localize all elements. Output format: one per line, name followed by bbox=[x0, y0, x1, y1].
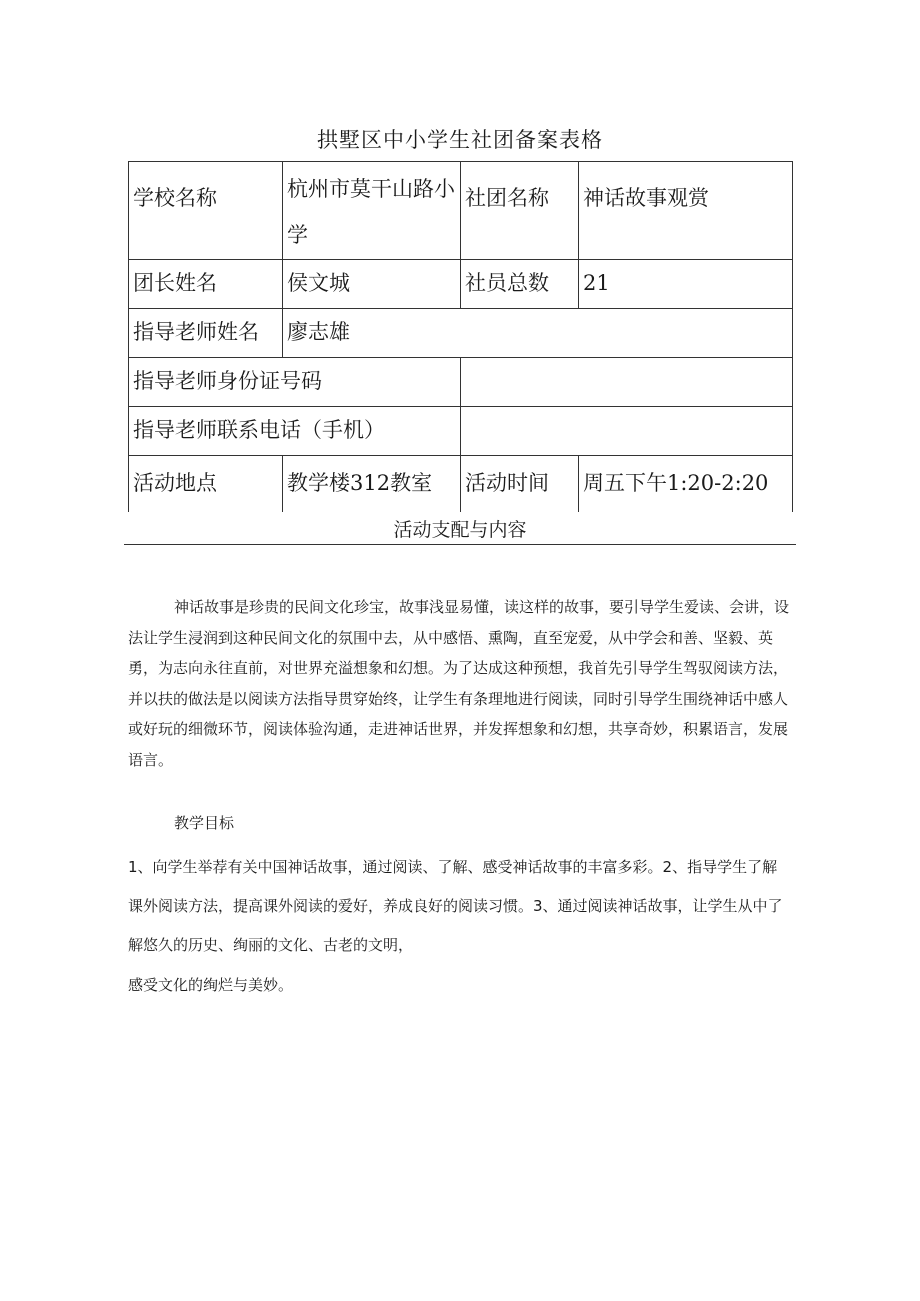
leader-name-label: 团长姓名 bbox=[129, 260, 283, 309]
section-title: 活动支配与内容 bbox=[124, 516, 796, 545]
page-title: 拱墅区中小学生社团备案表格 bbox=[317, 128, 603, 152]
member-count-label: 社员总数 bbox=[461, 260, 579, 309]
registration-form-table bbox=[128, 161, 793, 512]
club-name-value: 神话故事观赏 bbox=[579, 162, 793, 260]
activity-place-value: 教学楼312教室 bbox=[283, 456, 461, 512]
leader-name-value: 侯文城 bbox=[283, 260, 461, 309]
member-count-value: 21 bbox=[579, 260, 793, 309]
teacher-name-value: 廖志雄 bbox=[283, 309, 793, 358]
teacher-id-value bbox=[461, 358, 793, 407]
teacher-phone-label: 指导老师联系电话（手机） bbox=[129, 407, 461, 456]
teacher-phone-value bbox=[461, 407, 793, 456]
goals-heading: 教学目标 bbox=[174, 814, 235, 832]
intro-paragraph: 神话故事是珍贵的民间文化珍宝，故事浅显易懂，读这样的故事，要引导学生爱读、会讲，设法让学生浸润到这种民间文化的氛围中去，从中感悟、熏陶，直至宠爱，从中学会和善、坚毅、英勇，为志向永往直前，对世界充溢想象和幻想。为了达成这种预想，我首先引导学生驾驭阅读方法，并以扶的做法是以阅读方法指导贯穿始终，让学生有条理地进行阅读，同时引导学生围绕神话中感人或好玩的细微环节，阅读体验沟通，走进神话世界，并发挥想象和幻想，共享奇妙，积累语言，发展语言。 bbox=[128, 598, 790, 769]
school-name-label: 学校名称 bbox=[129, 162, 283, 260]
teacher-name-label: 指导老师姓名 bbox=[129, 309, 283, 358]
goals-last-line: 感受文化的绚烂与美妙。 bbox=[128, 976, 294, 994]
school-name-value: 杭州市莫干山路小学 bbox=[283, 162, 461, 260]
teacher-id-label: 指导老师身份证号码 bbox=[129, 358, 461, 407]
activity-time-label: 活动时间 bbox=[461, 456, 579, 512]
club-name-label: 社团名称 bbox=[461, 162, 579, 260]
goals-paragraph: 1、向学生举荐有关中国神话故事，通过阅读、了解、感受神话故事的丰富多彩。2、指导学生了解课外阅读方法，提高课外阅读的爱好，养成良好的阅读习惯。3、通过阅读神话故事，让学生从中了解悠久的历史、绚丽的文化、古老的文明， bbox=[128, 858, 783, 954]
activity-time-value: 周五下午1:20-2:20 bbox=[579, 456, 793, 512]
activity-place-label: 活动地点 bbox=[129, 456, 283, 512]
